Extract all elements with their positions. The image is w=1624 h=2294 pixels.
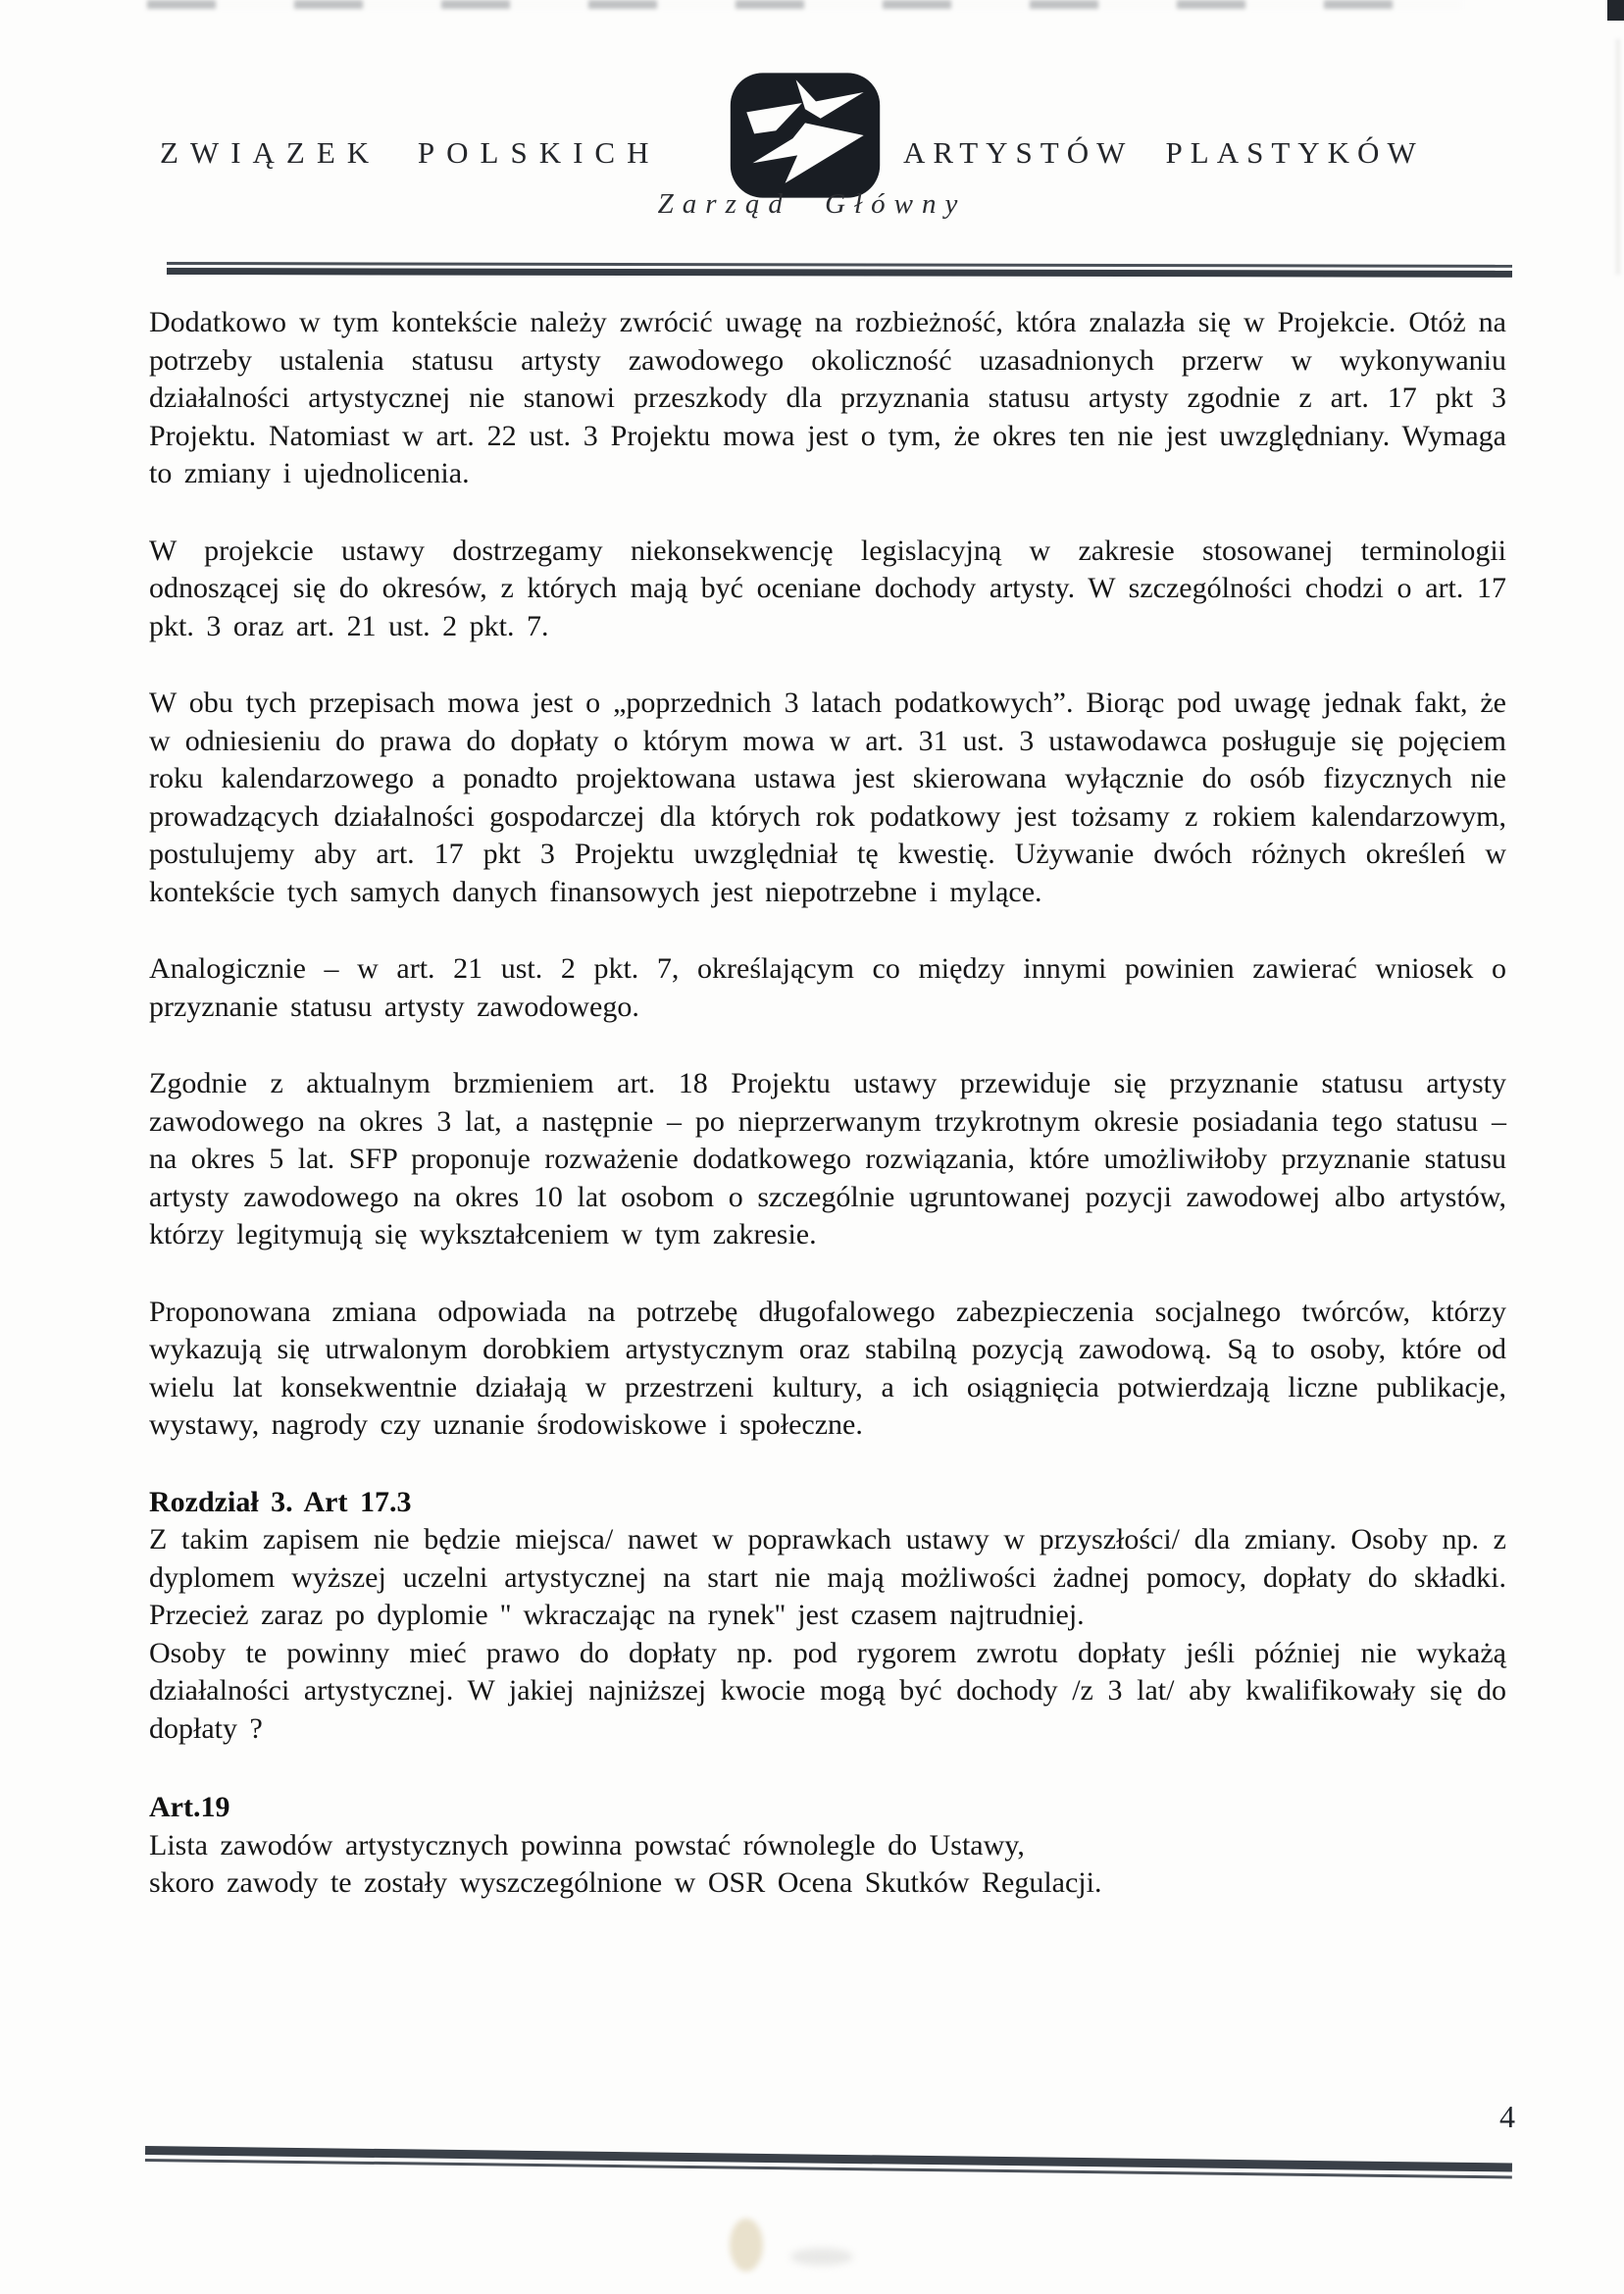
paragraph: Osoby te powinny mieć prawo do dopłaty np. pod rygorem zwrotu dopłaty jeśli później nie wykażą działalności artystycznej. W jakiej najniższej kwocie mogą być dochody /z 3 lat/ aby kwalifikowały się do dopłaty ? bbox=[149, 1636, 1506, 1745]
paragraph: Dodatkowo w tym kontekście należy zwrócić uwagę na rozbieżność, która znalazła się w Projekcie. Otóż na potrzeby ustalenia statusu artysty zawodowego okoliczność uzasadnionych przerw w wykonywaniu działalności artystycznej nie stanowi przeszkody dla przyznania statusu artysty zgodnie z art. 17 pkt 3 Projektu. Natomiast w art. 22 ust. 3 Projektu mowa jest o tym, że okres ten nie jest uwzględniany. Wymaga to zmiany i ujednolicenia. bbox=[149, 306, 1506, 489]
scan-artifact-edge-streak bbox=[1616, 39, 1620, 275]
paragraph: Z takim zapisem nie będzie miejsca/ nawet w poprawkach ustawy w przyszłości/ dla zmiany. Osoby np. z dyplomem wyższej uczelni artystycznej na start nie mają możliwości żadnej pomocy, dopłaty do składki. Przecież zaraz po dyplomie '' wkraczając na rynek'' jest czasem najtrudniej. bbox=[149, 1523, 1506, 1631]
paragraph: Zgodnie z aktualnym brzmieniem art. 18 Projektu ustawy przewiduje się przyznanie statusu artysty zawodowego na okres 3 lat, a następnie – po nieprzerwanym trzykrotnym okresie posiadania tego statusu – na okres 5 lat. SFP proponuje rozważenie dodatkowego rozwiązania, które umożliwiłoby przyznanie statusu artysty zawodowego na okres 10 lat osobom o szczególnie ugruntowanej pozycji zawodowej albo artystów, którzy legitymują się wykształceniem w tym zakresie. bbox=[149, 1067, 1506, 1250]
org-name-right: ARTYSTÓW PLASTYKÓW bbox=[903, 135, 1424, 170]
paragraph: Analogicznie – w art. 21 ust. 2 pkt. 7, określającym co między innymi powinien zawierać wniosek o przyznanie statusu artysty zawodowego. bbox=[149, 952, 1506, 1023]
scan-artifact-smudge bbox=[730, 2218, 763, 2271]
header-rule bbox=[167, 262, 1512, 278]
page-number: 4 bbox=[1499, 2099, 1515, 2134]
org-name-left: ZWIĄZEK POLSKICH bbox=[160, 135, 661, 170]
scan-artifact-smudge bbox=[790, 2248, 853, 2266]
section-heading: Art.19 bbox=[149, 1791, 230, 1823]
section-heading: Rozdział 3. Art 17.3 bbox=[149, 1485, 412, 1518]
header-rule-thick-line bbox=[167, 268, 1512, 278]
zpap-monogram-icon bbox=[728, 71, 883, 200]
letter-body bbox=[149, 304, 1506, 1944]
header-rule-thin-line bbox=[167, 262, 1512, 268]
paragraph: W projekcie ustawy dostrzegamy niekonsekwencję legislacyjną w zakresie stosowanej terminologii odnoszącej się do okresów, z których mają być oceniane dochody artysty. W szczególności chodzi o art. 17 pkt. 3 oraz art. 21 ust. 2 pkt. 7. bbox=[149, 534, 1506, 642]
section-art-19 bbox=[149, 1789, 1506, 1903]
paragraph-line: skoro zawody te zostały wyszczególnione w OSR Ocena Skutków Regulacji. bbox=[149, 1866, 1102, 1899]
letterhead-subtitle: Zarząd Główny bbox=[657, 188, 967, 220]
section-rozdzial-3-art-17-3 bbox=[149, 1484, 1506, 1749]
paragraph: Proponowana zmiana odpowiada na potrzebę długofalowego zabezpieczenia socjalnego twórców, którzy wykazują się utrwalonym dorobkiem artystycznym oraz stabilną pozycją zawodową. Są to osoby, które od wielu lat konsekwentnie działają w przestrzeni kultury, a ich osiągnięcia potwierdzają liczne publikacje, wystawy, nagrody czy uznanie środowiskowe i społeczne. bbox=[149, 1295, 1506, 1441]
scan-artifact-corner-mark bbox=[1607, 0, 1624, 21]
paragraph: W obu tych przepisach mowa jest o „poprzednich 3 latach podatkowych”. Biorąc pod uwagę jednak fakt, że w odniesieniu do prawa do dopłaty o którym mowa w art. 31 ust. 3 ustawodawca posługuje się pojęciem roku kalendarzowego a ponadto projektowana ustawa jest skierowana wyłącznie do osób fizycznych nie prowadzących działalności gospodarczej dla których rok podatkowy jest tożsamy z rokiem kalendarzowym, postulujemy aby art. 17 pkt 3 Projektu uwzględniał tę kwestię. Używanie dwóch różnych określeń w kontekście tych samych danych finansowych jest niepotrzebne i mylące. bbox=[149, 687, 1506, 908]
paragraph-line: Lista zawodów artystycznych powinna powstać równolegle do Ustawy, bbox=[149, 1828, 1025, 1861]
footer-rule bbox=[145, 2146, 1512, 2179]
scan-artifact-top-streak bbox=[147, 0, 1461, 9]
